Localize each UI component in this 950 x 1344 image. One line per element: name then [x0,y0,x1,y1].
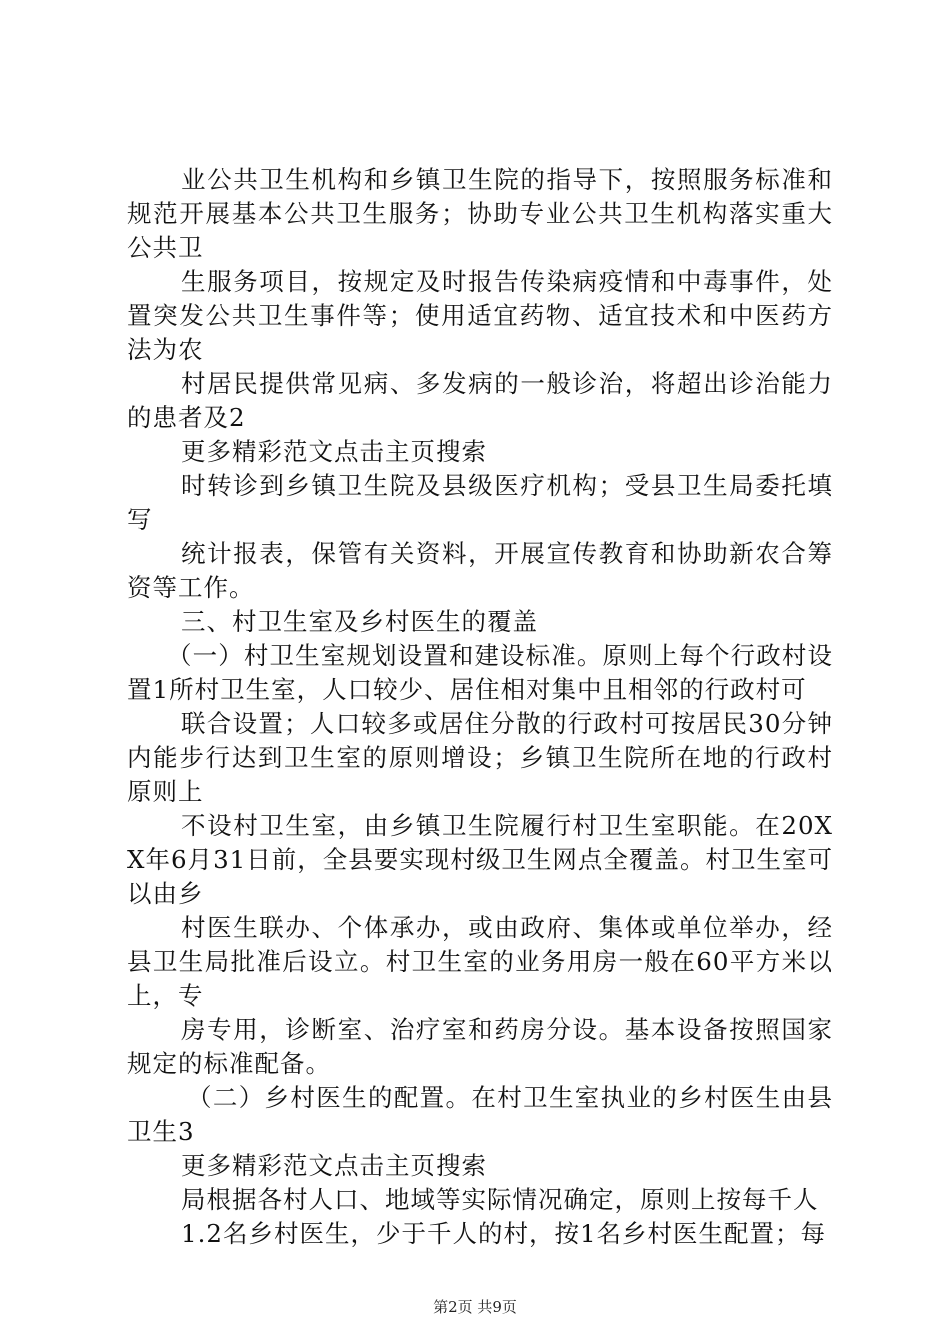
paragraph: 时转诊到乡镇卫生院及县级医疗机构；受县卫生局委托填写 [127,471,833,534]
paragraph: 不设村卫生室，由乡镇卫生院履行村卫生室职能。在20XX年6月31日前，全县要实现村级卫生网点全覆盖。村卫生室可以由乡 [127,811,833,908]
paragraph: 统计报表，保管有关资料，开展宣传教育和协助新农合筹资等工作。 [127,539,833,602]
paragraph: 联合设置；人口较多或居住分散的行政村可按居民30分钟内能步行达到卫生室的原则增设；乡镇卫生院所在地的行政村原则上 [127,709,833,806]
paragraph: （二）乡村医生的配置。在村卫生室执业的乡村医生由县卫生3 [127,1083,833,1146]
paragraph: 业公共卫生机构和乡镇卫生院的指导下，按照服务标准和规范开展基本公共卫生服务；协助专业公共卫生机构落实重大公共卫 [127,165,833,262]
paragraph: 生服务项目，按规定及时报告传染病疫情和中毒事件，处置突发公共卫生事件等；使用适宜药物、适宜技术和中医药方法为农 [127,267,833,364]
paragraph: 村医生联办、个体承办，或由政府、集体或单位举办，经县卫生局批准后设立。村卫生室的业务用房一般在60平方米以上，专 [127,913,833,1010]
page-number-footer: 第2页 共9页 [433,1298,517,1316]
paragraph: 1.2名乡村医生，少于千人的村，按1名乡村医生配置；每 [181,1219,827,1248]
paragraph: （一）村卫生室规划设置和建设标准。原则上每个行政村设置1所村卫生室，人口较少、居住相对集中且相邻的行政村可 [127,641,833,704]
paragraph: 村居民提供常见病、多发病的一般诊治，将超出诊治能力的患者及2 [127,369,833,432]
promo-line: 更多精彩范文点击主页搜索 [181,437,487,466]
paragraph: 局根据各村人口、地域等实际情况确定，原则上按每千人 [181,1185,819,1214]
paragraph: 房专用，诊断室、治疗室和药房分设。基本设备按照国家规定的标准配备。 [127,1015,833,1078]
document-body [127,163,833,1251]
promo-line: 更多精彩范文点击主页搜索 [181,1151,487,1180]
section-heading: 三、村卫生室及乡村医生的覆盖 [181,607,538,636]
